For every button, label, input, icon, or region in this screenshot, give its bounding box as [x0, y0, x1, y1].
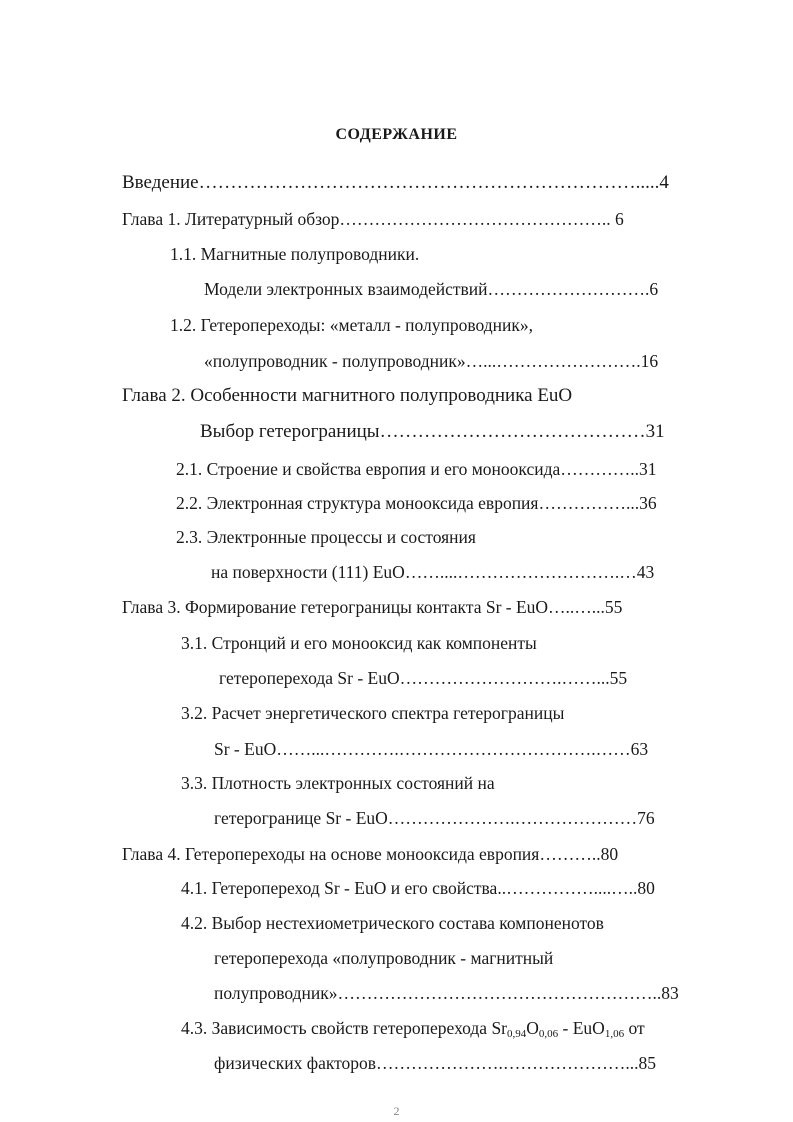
toc-entry-4-2-cont: гетероперехода «полупроводник - магнитный [214, 948, 554, 968]
toc-entry-2-3-cont: на поверхности (111) EuO……....……………………….…43 [211, 562, 655, 582]
toc-entry-3-3-cont: гетерогранице Sr - EuO………………….…………………76 [214, 808, 655, 828]
toc-entry-chapter-2: Глава 2. Особенности магнитного полупроводника EuO [122, 385, 573, 406]
toc-entry-1-1-cont: Модели электронных взаимодействий……………………….6 [204, 279, 659, 299]
toc-entry-2-3: 2.3. Электронные процессы и состояния [176, 527, 476, 547]
toc-entry-1-2-cont: «полупроводник - полупроводник»…...…………………….16 [204, 351, 659, 371]
toc-entry-introduction: Введение…………………………………………………………….....4 [122, 172, 669, 193]
toc-entry-4-3 [181, 1017, 645, 1039]
page-number: 2 [393, 1104, 400, 1118]
toc-entry-4-3-mid1: O [526, 1018, 539, 1038]
subscript: 0,06 [538, 1028, 559, 1040]
toc-entry-4-3-cont: физических факторов………………….…………………...85 [214, 1053, 657, 1073]
page-title: СОДЕРЖАНИЕ [335, 126, 458, 143]
toc-entry-4-3-suffix: от [624, 1018, 645, 1038]
subscript: 1,06 [604, 1028, 625, 1040]
toc-entry-1-1: 1.1. Магнитные полупроводники. [170, 244, 420, 264]
toc-entry-4-2-cont2: полупроводник»………………………………………………..83 [214, 983, 679, 1003]
toc-entry-2-2: 2.2. Электронная структура монооксида европия……………...36 [176, 493, 657, 513]
toc-entry-3-2: 3.2. Расчет энергетического спектра гетерограницы [181, 703, 565, 723]
toc-entry-3-3: 3.3. Плотность электронных состояний на [181, 773, 495, 793]
toc-entry-3-1: 3.1. Стронций и его монооксид как компоненты [181, 633, 537, 653]
toc-entry-3-2-cont: Sr - EuO……...………….…………………………….……63 [214, 739, 649, 759]
toc-entry-3-1-cont: гетероперехода Sr - EuO……………………….……...55 [219, 668, 628, 688]
toc-entry-1-2: 1.2. Гетеропереходы: «металл - полупроводник», [170, 315, 534, 335]
toc-entry-4-3-mid2: - EuO [558, 1018, 605, 1038]
subscript: 0,94 [507, 1028, 527, 1040]
toc-entry-4-2: 4.2. Выбор нестехиометрического состава компоненотов [181, 913, 604, 933]
toc-entry-chapter-3: Глава 3. Формирование гетерограницы контакта Sr - EuO…..…...55 [122, 597, 623, 617]
toc-entry-chapter-1: Глава 1. Литературный обзор……………………………………….. 6 [122, 209, 624, 229]
toc-entry-4-1: 4.1. Гетеропереход Sr - EuO и его свойства..……………....…..80 [181, 878, 655, 898]
toc-entry-2-1: 2.1. Строение и свойства европия и его монооксида…………..31 [176, 459, 657, 479]
toc-entry-chapter-4: Глава 4. Гетеропереходы на основе монооксида европия………..80 [122, 844, 619, 864]
toc-entry-chapter-2-cont: Выбор гетерограницы……………………………………31 [200, 421, 665, 442]
toc-entry-4-3-prefix: 4.3. Зависимость свойств гетероперехода Sr [181, 1018, 508, 1038]
